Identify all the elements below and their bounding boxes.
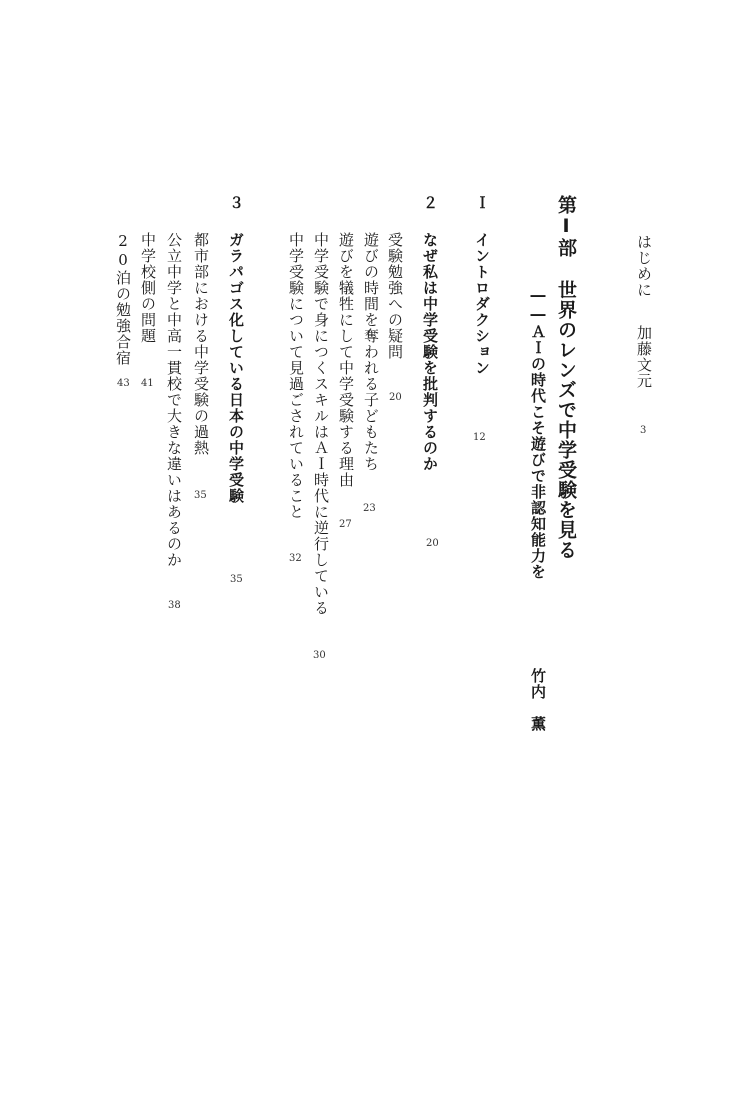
intro-page-number: 3	[640, 425, 647, 436]
chapter-3-number: ３	[227, 195, 245, 211]
section-2-4-title: 中学受験で身につくスキルはＡＩ時代に逆行している	[312, 232, 330, 616]
section-3-3-page: 41	[141, 378, 154, 389]
section-3-2-page: 38	[168, 600, 181, 611]
chapter-2-number: ２	[421, 195, 439, 211]
section-3-1-title: 都市部における中学受験の過熱	[192, 232, 210, 456]
chapter-3-page-number: 35	[230, 574, 243, 585]
section-2-3-title: 遊びを犠牲にして中学受験する理由	[337, 232, 355, 488]
chapter-3-title: ガラパゴス化している日本の中学受験	[227, 232, 245, 504]
chapter-1-number: Ｉ	[473, 195, 491, 211]
part-author: 竹内 薫	[529, 668, 547, 732]
section-2-1-title: 受験勉強への疑問	[386, 232, 404, 360]
section-2-2-page: 23	[363, 503, 376, 514]
intro-title: はじめに	[635, 234, 653, 298]
section-2-1-page: 20	[389, 392, 402, 403]
section-3-3-title: 中学校側の問題	[139, 232, 157, 344]
section-3-4-title: 20泊の勉強合宿	[114, 232, 132, 366]
section-3-2-title: 公立中学と中高一貫校で大きな違いはあるのか	[165, 232, 183, 568]
section-2-5-title: 中学受験について見過ごされていること	[287, 232, 305, 520]
section-3-1-page: 35	[194, 490, 207, 501]
chapter-2-title: なぜ私は中学受験を批判するのか	[421, 232, 439, 472]
part-label: 第Ⅰ部	[555, 195, 577, 258]
part-subtitle: ――ＡＩの時代こそ遊びで非認知能力を	[529, 286, 547, 580]
section-2-2-title: 遊びの時間を奪われる子どもたち	[362, 232, 380, 472]
intro-author: 加藤文元	[635, 325, 653, 389]
section-2-3-page: 27	[339, 519, 352, 530]
chapter-2-page-number: 20	[426, 538, 439, 549]
section-3-4-page: 43	[117, 378, 130, 389]
section-2-4-page: 30	[313, 650, 326, 661]
chapter-1-page-number: 12	[473, 432, 486, 443]
section-2-5-page: 32	[289, 553, 302, 564]
chapter-1-title: イントロダクション	[473, 232, 491, 376]
part-title: 世界のレンズで中学受験を見る	[555, 280, 577, 560]
